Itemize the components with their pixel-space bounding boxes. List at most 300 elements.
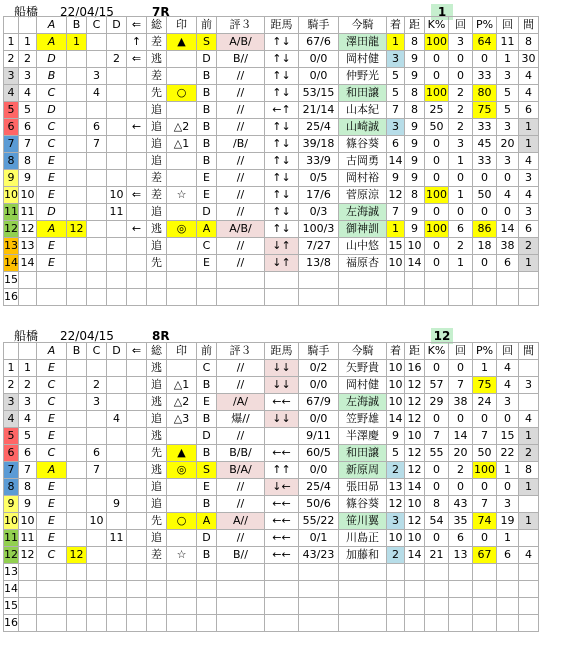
cell-ima: 笹川翼 (339, 513, 387, 530)
cell-k2: 0 (449, 68, 473, 85)
cell-dist (405, 272, 425, 289)
cell-zen (197, 615, 217, 632)
cell-kis: 0/0 (299, 68, 339, 85)
cell-mark (167, 496, 197, 513)
cell-k: 54 (425, 513, 449, 530)
cell-kyo: ↓← (265, 479, 299, 496)
cell-ima (339, 289, 387, 306)
cell-kyo: ↑↓ (265, 187, 299, 204)
cell-hyo: // (217, 360, 265, 377)
cell-dist: 8 (405, 34, 425, 51)
cell-D: 10 (107, 187, 127, 204)
cell-k: 0 (425, 255, 449, 272)
cell-n2: 12 (19, 221, 37, 238)
cell-kis: 100/3 (299, 221, 339, 238)
column-header: 今騎 (339, 343, 387, 360)
cell-zen (197, 272, 217, 289)
cell-sou (147, 564, 167, 581)
cell-kan (519, 394, 539, 411)
cell-n2: 8 (19, 479, 37, 496)
cell-k2: 1 (449, 255, 473, 272)
column-header (4, 343, 19, 360)
cell-zen: A (197, 221, 217, 238)
cell-chaku: 12 (387, 496, 405, 513)
cell-kis: 60/5 (299, 445, 339, 462)
cell-C (87, 428, 107, 445)
cell-A: C (37, 445, 67, 462)
cell-D (107, 238, 127, 255)
cell-n2: 6 (19, 119, 37, 136)
cell-k2 (449, 581, 473, 598)
cell-arrow: ↑ (127, 34, 147, 51)
table-row (4, 85, 539, 102)
cell-ima: 岡村健 (339, 377, 387, 394)
table-row (4, 119, 539, 136)
cell-zen: B (197, 68, 217, 85)
cell-kis: 25/4 (299, 119, 339, 136)
cell-k2: 3 (449, 136, 473, 153)
cell-arrow (127, 289, 147, 306)
cell-p: 33 (473, 153, 497, 170)
cell-sou: 追 (147, 204, 167, 221)
cell-k2: 13 (449, 547, 473, 564)
cell-k2: 6 (449, 530, 473, 547)
cell-p: 7 (473, 428, 497, 445)
cell-dist: 10 (405, 530, 425, 547)
cell-sou: 差 (147, 547, 167, 564)
cell-chaku: 12 (387, 187, 405, 204)
cell-chaku (387, 289, 405, 306)
table-row (4, 581, 539, 598)
cell-kan: 8 (519, 462, 539, 479)
cell-A (37, 272, 67, 289)
table-row (4, 187, 539, 204)
cell-ima: 新原周 (339, 462, 387, 479)
cell-kis: 0/0 (299, 51, 339, 68)
cell-zen: B (197, 85, 217, 102)
cell-k: 100 (425, 85, 449, 102)
cell-zen (197, 598, 217, 615)
cell-sou: 先 (147, 85, 167, 102)
cell-k2: 0 (449, 204, 473, 221)
cell-no: 11 (4, 204, 19, 221)
cell-B (67, 377, 87, 394)
cell-kis: 67/6 (299, 34, 339, 51)
cell-C (87, 289, 107, 306)
cell-dist: 9 (405, 119, 425, 136)
cell-dist: 9 (405, 221, 425, 238)
cell-D (107, 479, 127, 496)
cell-kyo: ↑↓ (265, 170, 299, 187)
cell-hyo (217, 272, 265, 289)
cell-kyo (265, 564, 299, 581)
cell-chaku (387, 581, 405, 598)
cell-arrow (127, 102, 147, 119)
cell-k: 29 (425, 394, 449, 411)
cell-D (107, 581, 127, 598)
cell-sou: 追 (147, 153, 167, 170)
cell-D (107, 85, 127, 102)
cell-B (67, 479, 87, 496)
cell-p (473, 272, 497, 289)
cell-kan: 4 (519, 153, 539, 170)
cell-n2: 10 (19, 513, 37, 530)
cell-p2 (497, 272, 519, 289)
cell-kan: 1 (519, 513, 539, 530)
column-header (4, 17, 19, 34)
cell-kan: 4 (519, 547, 539, 564)
venue-label: 船橋 (14, 329, 39, 343)
cell-hyo: // (217, 102, 265, 119)
cell-p2: 1 (497, 462, 519, 479)
cell-ima: 山本紀 (339, 102, 387, 119)
cell-C (87, 170, 107, 187)
cell-chaku: 10 (387, 394, 405, 411)
cell-dist: 9 (405, 153, 425, 170)
cell-D (107, 564, 127, 581)
table-row (4, 462, 539, 479)
cell-chaku: 3 (387, 119, 405, 136)
cell-k: 0 (425, 530, 449, 547)
cell-p2: 20 (497, 136, 519, 153)
cell-n2: 3 (19, 68, 37, 85)
cell-D (107, 360, 127, 377)
cell-D (107, 68, 127, 85)
cell-ima: 山中悠 (339, 238, 387, 255)
cell-mark: △1 (167, 377, 197, 394)
cell-k2: 14 (449, 428, 473, 445)
table-row (4, 360, 539, 377)
cell-n2 (19, 615, 37, 632)
cell-n2: 12 (19, 547, 37, 564)
cell-ima: 篠谷葵 (339, 136, 387, 153)
cell-kan (519, 564, 539, 581)
cell-n2: 2 (19, 51, 37, 68)
cell-hyo: // (217, 153, 265, 170)
cell-p2: 4 (497, 187, 519, 204)
table-row (4, 68, 539, 85)
cell-kyo: ↑↓ (265, 85, 299, 102)
cell-arrow (127, 547, 147, 564)
cell-p2 (497, 581, 519, 598)
cell-kyo: ←← (265, 394, 299, 411)
cell-dist: 10 (405, 238, 425, 255)
cell-hyo (217, 598, 265, 615)
cell-zen: B (197, 411, 217, 428)
cell-arrow (127, 598, 147, 615)
cell-p: 67 (473, 547, 497, 564)
cell-chaku (387, 564, 405, 581)
cell-p2: 4 (497, 377, 519, 394)
cell-p2: 6 (497, 547, 519, 564)
cell-n2: 4 (19, 411, 37, 428)
cell-zen (197, 289, 217, 306)
cell-mark: △3 (167, 411, 197, 428)
cell-ima: 岡村裕 (339, 170, 387, 187)
cell-hyo (217, 615, 265, 632)
cell-zen: B (197, 547, 217, 564)
cell-kis: 0/0 (299, 462, 339, 479)
cell-no: 8 (4, 479, 19, 496)
cell-kis: 13/8 (299, 255, 339, 272)
table-row (4, 153, 539, 170)
cell-B (67, 530, 87, 547)
cell-kis: 53/15 (299, 85, 339, 102)
cell-k (425, 615, 449, 632)
cell-hyo: B/A/ (217, 462, 265, 479)
cell-ima: 笠野雄 (339, 411, 387, 428)
cell-ima: 左海誠 (339, 204, 387, 221)
cell-dist: 10 (405, 496, 425, 513)
cell-C (87, 581, 107, 598)
cell-k2: 0 (449, 479, 473, 496)
cell-p: 50 (473, 187, 497, 204)
cell-hyo: B// (217, 51, 265, 68)
cell-kyo: ←← (265, 445, 299, 462)
cell-no: 5 (4, 428, 19, 445)
cell-kyo (265, 581, 299, 598)
cell-zen: B (197, 136, 217, 153)
cell-kan: 6 (519, 221, 539, 238)
column-header: 評３ (217, 343, 265, 360)
cell-kyo: ↑↓ (265, 136, 299, 153)
cell-k: 8 (425, 496, 449, 513)
cell-kis: 7/27 (299, 238, 339, 255)
cell-chaku: 10 (387, 255, 405, 272)
cell-B (67, 68, 87, 85)
cell-B: 12 (67, 547, 87, 564)
cell-dist: 9 (405, 136, 425, 153)
cell-mark: △2 (167, 394, 197, 411)
cell-k: 0 (425, 153, 449, 170)
table-row (4, 445, 539, 462)
cell-A: B (37, 68, 67, 85)
table-row (4, 428, 539, 445)
cell-dist: 12 (405, 377, 425, 394)
column-header: P% (473, 343, 497, 360)
column-header: D (107, 17, 127, 34)
cell-kan: 4 (519, 85, 539, 102)
cell-kan: 1 (519, 119, 539, 136)
cell-p: 75 (473, 102, 497, 119)
cell-D (107, 428, 127, 445)
cell-C (87, 530, 107, 547)
cell-k (425, 581, 449, 598)
cell-p2: 0 (497, 479, 519, 496)
cell-p2: 0 (497, 411, 519, 428)
cell-zen: D (197, 428, 217, 445)
cell-ima: 福原杏 (339, 255, 387, 272)
cell-B (67, 445, 87, 462)
cell-kis: 55/22 (299, 513, 339, 530)
cell-B (67, 428, 87, 445)
cell-p: 33 (473, 68, 497, 85)
cell-zen: A (197, 513, 217, 530)
cell-C: 10 (87, 513, 107, 530)
cell-no: 7 (4, 462, 19, 479)
cell-A: A (37, 462, 67, 479)
cell-kan (519, 530, 539, 547)
cell-mark: ▲ (167, 445, 197, 462)
cell-hyo: // (217, 238, 265, 255)
cell-no: 14 (4, 581, 19, 598)
cell-p2: 3 (497, 119, 519, 136)
cell-dist: 12 (405, 462, 425, 479)
cell-k: 0 (425, 51, 449, 68)
cell-chaku (387, 598, 405, 615)
cell-arrow (127, 394, 147, 411)
cell-zen: B (197, 377, 217, 394)
cell-dist: 8 (405, 187, 425, 204)
cell-B (67, 170, 87, 187)
cell-A (37, 615, 67, 632)
cell-B (67, 411, 87, 428)
column-header-row (4, 17, 539, 34)
column-header: 距 (405, 17, 425, 34)
cell-n2: 6 (19, 445, 37, 462)
cell-chaku: 7 (387, 102, 405, 119)
cell-kis: 39/18 (299, 136, 339, 153)
cell-arrow (127, 530, 147, 547)
cell-p: 0 (473, 51, 497, 68)
cell-mark: △2 (167, 119, 197, 136)
cell-no: 14 (4, 255, 19, 272)
cell-kyo: ↑↓ (265, 68, 299, 85)
cell-k2 (449, 598, 473, 615)
cell-kan (519, 360, 539, 377)
cell-A: D (37, 51, 67, 68)
cell-k: 55 (425, 445, 449, 462)
cell-k2: 7 (449, 377, 473, 394)
cell-A: E (37, 153, 67, 170)
cell-dist (405, 598, 425, 615)
cell-chaku: 6 (387, 136, 405, 153)
cell-D: 4 (107, 411, 127, 428)
cell-sou (147, 581, 167, 598)
cell-kan: 1 (519, 428, 539, 445)
cell-A: E (37, 530, 67, 547)
column-header: K% (425, 17, 449, 34)
cell-C (87, 598, 107, 615)
cell-mark (167, 428, 197, 445)
cell-mark (167, 255, 197, 272)
cell-no: 6 (4, 119, 19, 136)
cell-sou: 先 (147, 513, 167, 530)
column-header: A (37, 17, 67, 34)
cell-kis (299, 564, 339, 581)
cell-B (67, 289, 87, 306)
cell-chaku: 15 (387, 238, 405, 255)
cell-kan: 1 (519, 255, 539, 272)
cell-p2: 3 (497, 394, 519, 411)
cell-k2: 35 (449, 513, 473, 530)
cell-B: 12 (67, 221, 87, 238)
table-row (4, 530, 539, 547)
cell-arrow (127, 445, 147, 462)
cell-mark (167, 238, 197, 255)
cell-D (107, 170, 127, 187)
cell-hyo: A// (217, 513, 265, 530)
cell-kyo (265, 598, 299, 615)
cell-dist: 12 (405, 513, 425, 530)
cell-no: 4 (4, 411, 19, 428)
cell-C (87, 255, 107, 272)
cell-ima: 菅原涼 (339, 187, 387, 204)
cell-zen: E (197, 187, 217, 204)
cell-arrow: ← (127, 221, 147, 238)
cell-sou: 差 (147, 68, 167, 85)
cell-k2: 38 (449, 394, 473, 411)
column-header: 前 (197, 343, 217, 360)
cell-mark (167, 564, 197, 581)
cell-ima: 篠谷葵 (339, 496, 387, 513)
cell-arrow (127, 615, 147, 632)
cell-chaku: 10 (387, 530, 405, 547)
cell-A: E (37, 360, 67, 377)
cell-mark: ▲ (167, 34, 197, 51)
cell-k (425, 598, 449, 615)
cell-B (67, 51, 87, 68)
cell-arrow (127, 272, 147, 289)
cell-mark: ☆ (167, 547, 197, 564)
cell-k2: 2 (449, 119, 473, 136)
cell-zen: S (197, 34, 217, 51)
table-row (4, 272, 539, 289)
cell-chaku: 1 (387, 221, 405, 238)
cell-A: D (37, 204, 67, 221)
cell-chaku: 13 (387, 479, 405, 496)
cell-kyo: ←↑ (265, 102, 299, 119)
cell-kyo: ↓↑ (265, 238, 299, 255)
cell-p: 1 (473, 360, 497, 377)
cell-arrow: ⇐ (127, 187, 147, 204)
cell-k: 7 (425, 428, 449, 445)
cell-mark: ☆ (167, 187, 197, 204)
cell-C: 6 (87, 119, 107, 136)
cell-p2: 5 (497, 102, 519, 119)
cell-sou: 追 (147, 377, 167, 394)
cell-C (87, 238, 107, 255)
cell-C (87, 204, 107, 221)
cell-A (37, 289, 67, 306)
cell-dist (405, 581, 425, 598)
cell-k (425, 564, 449, 581)
table-row (4, 411, 539, 428)
cell-p (473, 564, 497, 581)
cell-D (107, 462, 127, 479)
cell-kan (519, 598, 539, 615)
cell-kis: 0/3 (299, 204, 339, 221)
cell-hyo: A/B/ (217, 34, 265, 51)
cell-kyo (265, 615, 299, 632)
cell-sou: 追 (147, 411, 167, 428)
cell-k2: 0 (449, 51, 473, 68)
cell-zen (197, 581, 217, 598)
cell-B (67, 615, 87, 632)
cell-no: 16 (4, 615, 19, 632)
cell-ima (339, 598, 387, 615)
cell-no: 13 (4, 238, 19, 255)
cell-A: C (37, 85, 67, 102)
table-row (4, 377, 539, 394)
cell-k: 0 (425, 479, 449, 496)
cell-A: A (37, 221, 67, 238)
cell-no: 16 (4, 289, 19, 306)
table-row (4, 136, 539, 153)
column-header: 距馬 (265, 17, 299, 34)
cell-k2 (449, 272, 473, 289)
table-row (4, 564, 539, 581)
